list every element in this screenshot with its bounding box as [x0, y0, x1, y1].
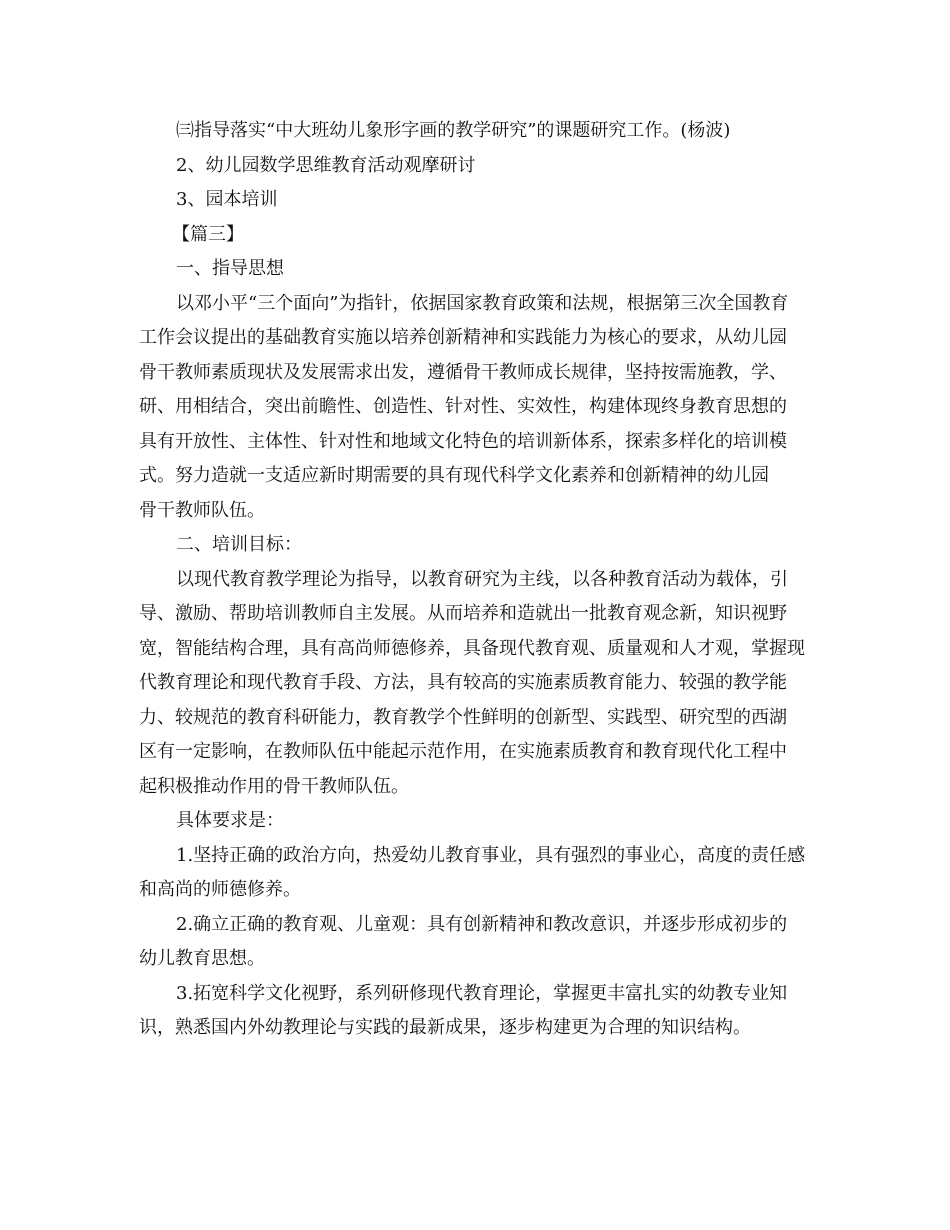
- paragraph-line: 骨干教师素质现状及发展需求出发，遵循骨干教师成长规律，坚持按需施教，学、: [139, 361, 787, 383]
- requirement-item-continuation: 识，熟悉国内外幼教理论与实践的最新成果，逐步构建更为合理的知识结构。: [139, 1017, 751, 1038]
- paragraph-line: 宽，智能结构合理，具有高尚师德修养，具备现代教育观、质量观和人才观，掌握现: [139, 637, 805, 659]
- section-heading-part-three: 【篇三】: [172, 223, 244, 245]
- paragraph-line: 代教育理论和现代教育手段、方法，具有较高的实施素质教育能力、较强的教学能: [139, 672, 787, 693]
- paragraph-line: 以现代教育教学理论为指导，以教育研究为主线，以各种教育活动为载体，引: [176, 568, 788, 590]
- paragraph-line: 式。努力造就一支适应新时期需要的具有现代科学文化素养和创新精神的幼儿园: [139, 465, 769, 486]
- paragraph-line: 具有开放性、主体性、针对性和地域文化特色的培训新体系，探索多样化的培训模: [139, 430, 787, 452]
- heading-guiding-thought: 一、指导思想: [176, 258, 284, 279]
- requirement-item: 3.拓宽科学文化视野，系列研修现代教育理论，掌握更丰富扎实的幼教专业知: [176, 982, 788, 1004]
- paragraph-line: 以邓小平“三个面向”为指针，依据国家教育政策和法规，根据第三次全国教育: [176, 292, 789, 314]
- list-item-math-observation: 2、幼儿园数学思维教育活动观摩研讨: [176, 154, 476, 176]
- heading-specific-requirements: 具体要求是：: [176, 810, 284, 831]
- paragraph-line: 力、较规范的教育科研能力，教育教学个性鲜明的创新型、实践型、研究型的西湖: [139, 706, 787, 728]
- requirement-item: 1.坚持正确的政治方向，热爱幼儿教育事业，具有强烈的事业心，高度的责任感: [176, 844, 806, 866]
- paragraph-line: 工作会议提出的基础教育实施以培养创新精神和实践能力为核心的要求，从幼儿园: [139, 327, 787, 348]
- list-item-research-guidance: ㈢指导落实“中大班幼儿象形字画的教学研究”的课题研究工作。(杨波): [176, 120, 731, 141]
- requirement-item-continuation: 和高尚的师德修养。: [139, 879, 301, 900]
- paragraph-line: 导、激励、帮助培训教师自主发展。从而培养和造就出一批教育观念新，知识视野: [139, 603, 787, 624]
- heading-training-goals: 二、培训目标：: [176, 534, 302, 555]
- paragraph-line: 研、用相结合，突出前瞻性、创造性、针对性、实效性，构建体现终身教育思想的: [139, 396, 787, 417]
- requirement-item: 2.确立正确的教育观、儿童观：具有创新精神和教改意识，并逐步形成初步的: [176, 913, 788, 935]
- document-body: [139, 114, 811, 1046]
- list-item-school-training: 3、园本培训: [176, 189, 278, 210]
- requirement-item-continuation: 幼儿教育思想。: [139, 948, 265, 969]
- paragraph-line: 起积极推动作用的骨干教师队伍。: [139, 775, 409, 797]
- paragraph-line: 区有一定影响，在教师队伍中能起示范作用，在实施素质教育和教育现代化工程中: [139, 741, 787, 762]
- paragraph-line: 骨干教师队伍。: [139, 499, 265, 521]
